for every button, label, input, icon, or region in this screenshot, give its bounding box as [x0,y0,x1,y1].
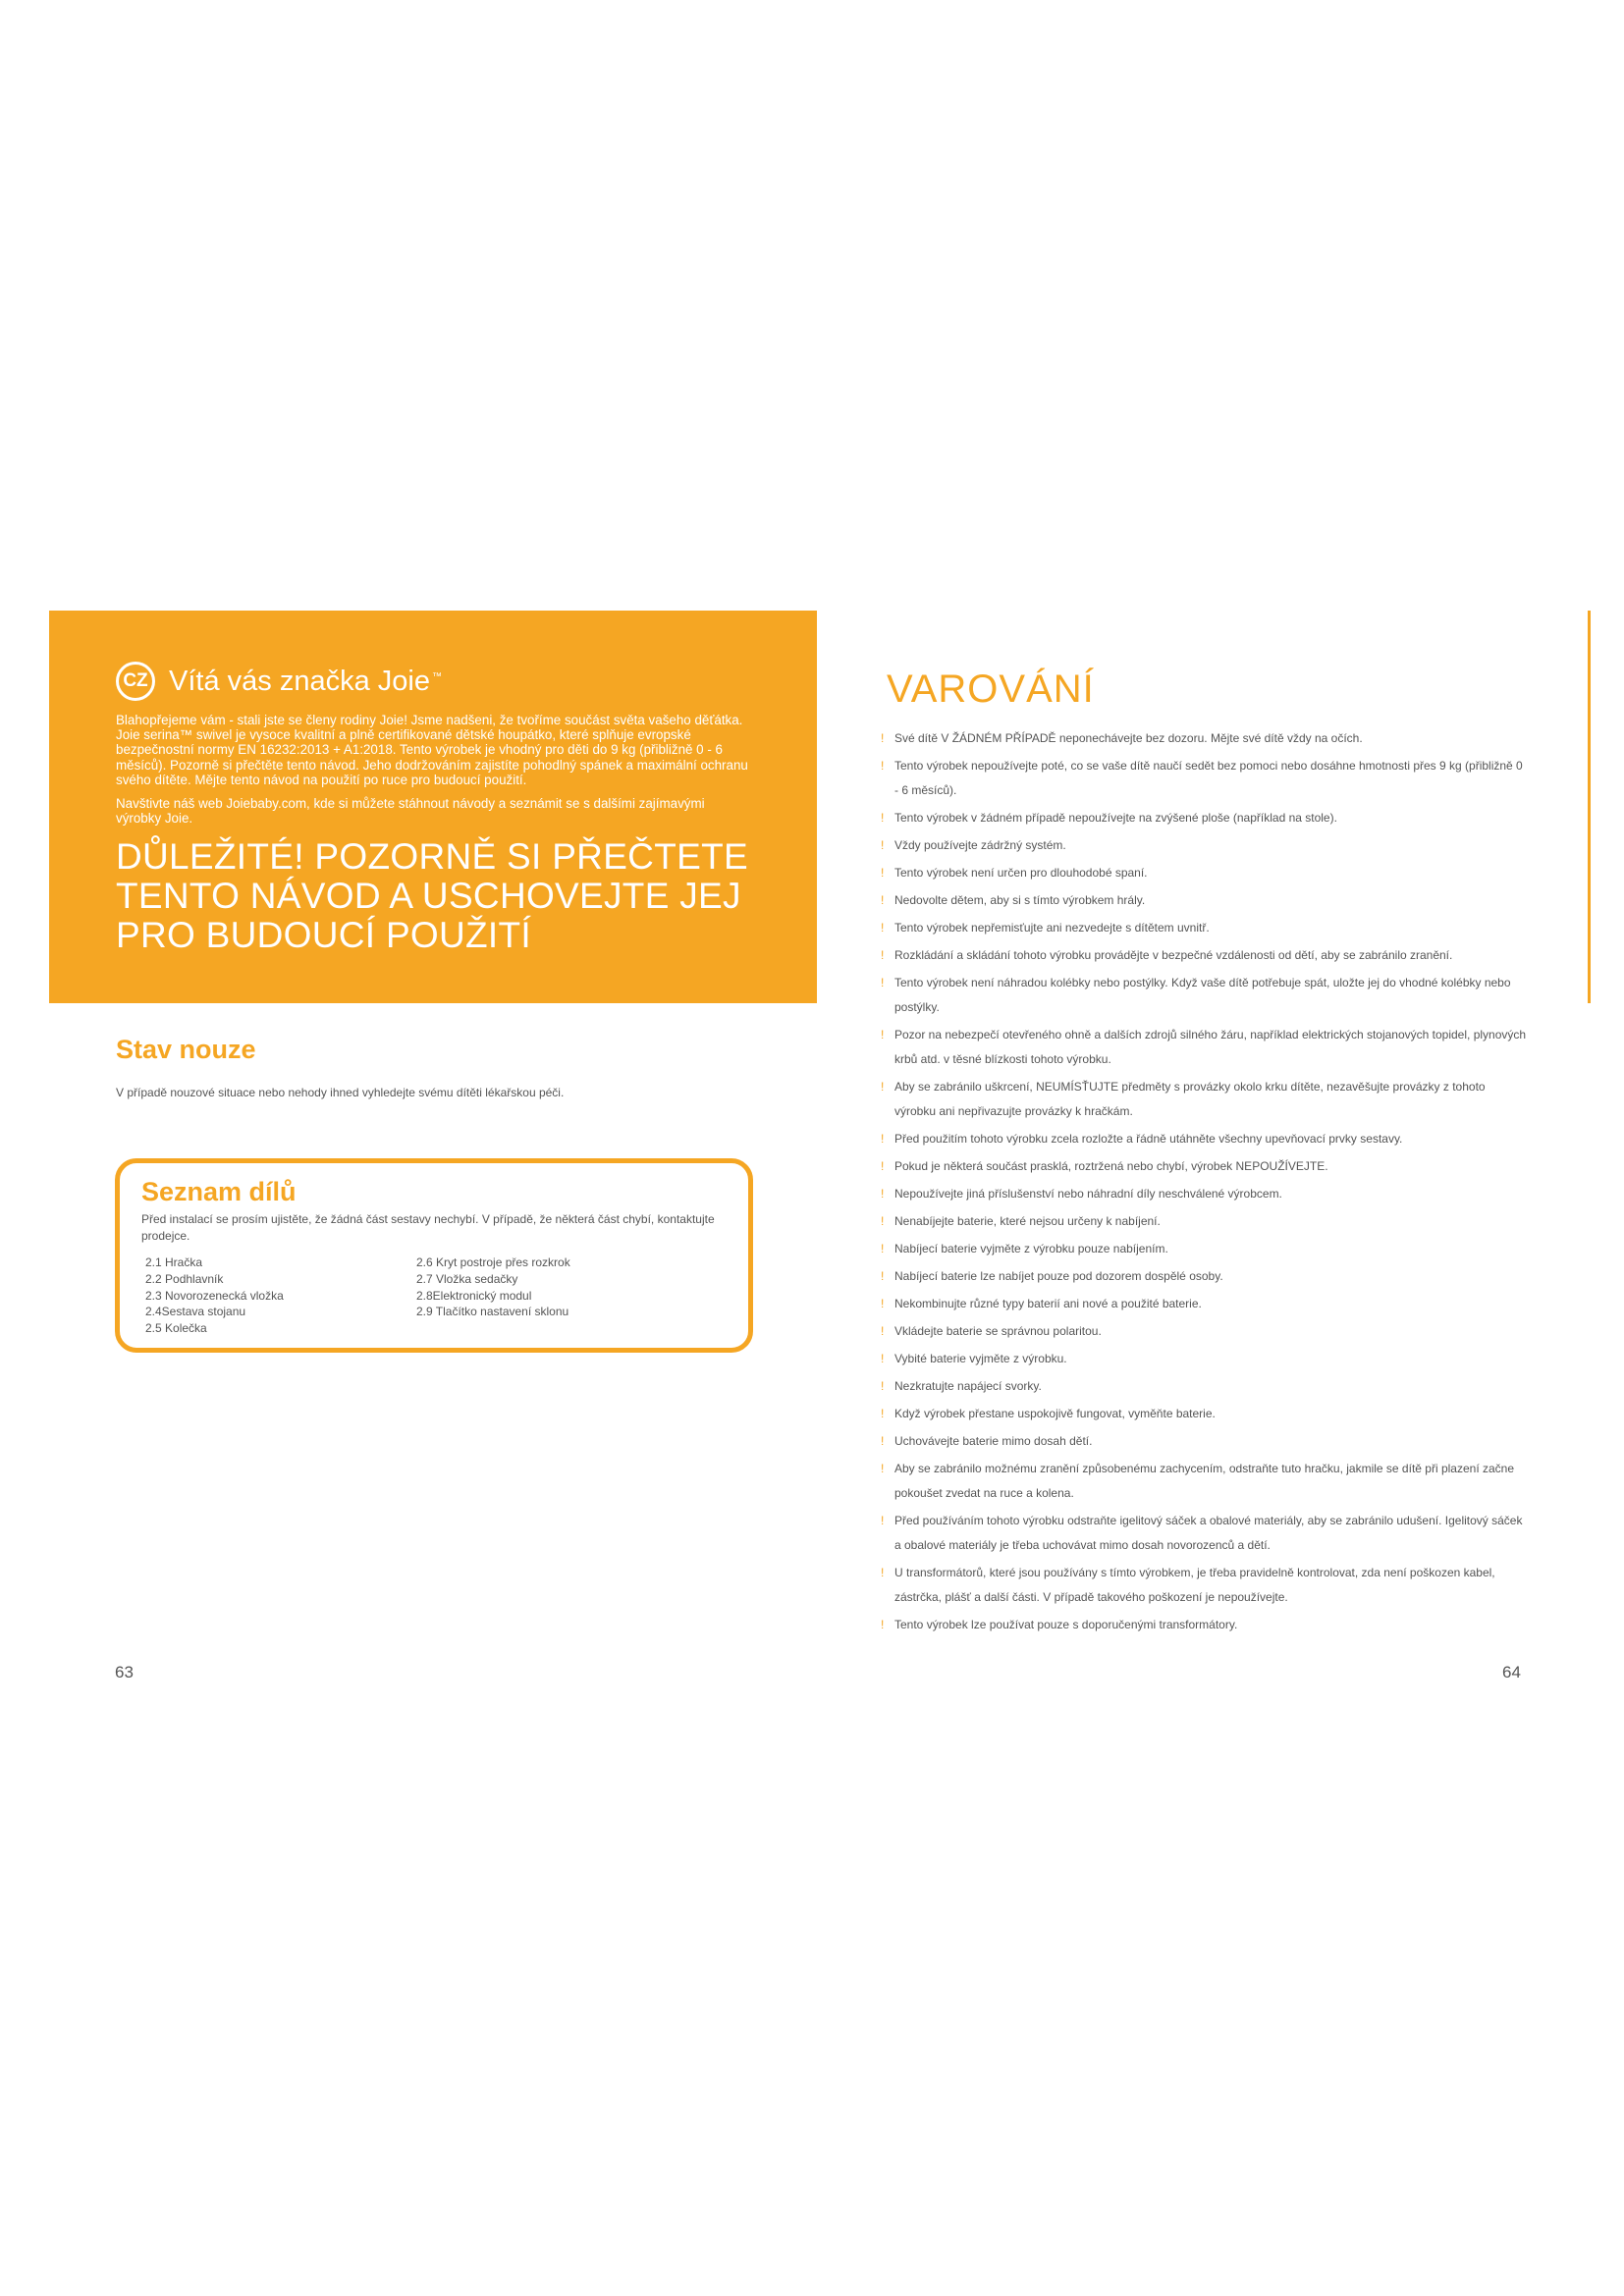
emergency-text: V případě nouzové situace nebo nehody ihned vyhledejte svému dítěti lékařskou péči. [116,1086,565,1099]
part-item: 2.1 Hračka [145,1255,203,1269]
welcome-text: Blahopřejeme vám - stali jste se členy rodiny Joie! Jsme nadšeni, že tvoříme součást světa vašeho děťátka. Joie serina™ swivel je vysoce kvalitní a plně certifikované dětské houpátko, které splňuje evropské bezpečnostní normy EN 16232:2013 + A1:2018. Tento výrobek je vhodný pro děti do 9 kg (přibližně 0 - 6 měsíců). Pozorně si přečtěte tento návod. Jeho dodržováním zajistíte pohodlný spánek a maximální ochranu svého dítěte. Mějte tento návod na použití po ruce pro budoucí použití. [116,713,748,787]
part-item: 2.2 Podhlavník [145,1271,224,1286]
warning-item [881,1209,1529,1234]
part-item: 2.9 Tlačítko nastavení sklonu [416,1305,569,1319]
warning-text: Aby se zabránilo možnému zranění způsobenému zachycením, odstraňte tuto hračku, jakmile se dítě při plazení začne pokoušet zvedat na ruce a kolena. [894,1462,1515,1500]
warning-item [881,1561,1529,1610]
warning-bullet: ! [881,976,885,989]
warning-bullet: ! [881,1187,885,1201]
warning-text: Před použitím tohoto výrobku zcela rozložte a řádně utáhněte všechny upevňovací prvky sestavy. [894,1132,1403,1146]
emergency-heading: Stav nouze [116,1035,256,1064]
warning-heading: VAROVÁNÍ [887,667,1095,711]
warning-bullet: ! [881,759,885,773]
warning-text: Nepoužívejte jiná příslušenství nebo náhradní díly neschválené výrobcem. [894,1187,1282,1201]
parts-heading: Seznam dílů [141,1177,297,1206]
warning-text: Nedovolte dětem, aby si s tímto výrobkem hrály. [894,893,1146,907]
parts-list-box [115,1158,753,1353]
warning-item [881,1374,1529,1399]
warning-text: Před používáním tohoto výrobku odstraňte igelitový sáček a obalové materiály, aby se zabránilo udušení. Igelitový sáček a obalové materiály je třeba uchovávat mimo dosah novorozenců a dětí. [894,1514,1523,1552]
warning-item [881,1402,1529,1426]
warning-text: Nabíjecí baterie lze nabíjet pouze pod dozorem dospělé osoby. [894,1269,1223,1283]
page-number-right: 64 [1502,1663,1521,1682]
warning-text: Nekombinujte různé typy baterií ani nové a použité baterie. [894,1297,1202,1310]
page-edge-bar [1588,611,1591,1003]
important-notice: DŮLEŽITÉ! POZORNĚ SI PŘEČTETE TENTO NÁVOD A USCHOVEJTE JEJ PRO BUDOUCÍ POUŽITÍ [116,836,748,956]
warning-text: Rozkládání a skládání tohoto výrobku provádějte v bezpečné vzdálenosti od dětí, aby se zabránilo zranění. [894,948,1453,962]
visit-text: Navštivte náš web Joiebaby.com, kde si můžete stáhnout návody a seznámit se s dalšími zajímavými výrobky Joie. [116,796,705,827]
warning-item [881,971,1529,1020]
warning-item [881,1127,1529,1151]
warning-bullet: ! [881,1269,885,1283]
warning-text: Pozor na nebezpečí otevřeného ohně a dalších zdrojů silného žáru, například elektrických stojanových topidel, plynových krbů atd. v těsné blízkosti tohoto výrobku. [894,1028,1527,1066]
warning-item [881,1264,1529,1289]
warning-bullet: ! [881,1132,885,1146]
warning-item [881,1509,1529,1558]
part-item: 2.3 Novorozenecká vložka [145,1288,284,1303]
warning-item [881,1613,1529,1637]
warning-item [881,916,1529,940]
warning-bullet: ! [881,1297,885,1310]
warning-item [881,726,1529,751]
warning-bullet: ! [881,1566,885,1579]
warning-bullet: ! [881,1514,885,1527]
warning-bullet: ! [881,1159,885,1173]
warning-item [881,1457,1529,1506]
warning-bullet: ! [881,948,885,962]
warning-bullet: ! [881,1618,885,1631]
warning-bullet: ! [881,1352,885,1365]
parts-grid [145,1255,727,1337]
warning-text: Pokud je některá součást prasklá, roztržená nebo chybí, výrobek NEPOUŽÍVEJTE. [894,1159,1328,1173]
warning-bullet: ! [881,1080,885,1094]
welcome-title: Vítá vás značka Joie ™ [169,665,442,697]
warning-item [881,1292,1529,1316]
warning-item [881,1154,1529,1179]
warning-text: Tento výrobek v žádném případě nepoužívejte na zvýšené ploše (například na stole). [894,811,1337,825]
warning-bullet: ! [881,811,885,825]
warning-text: Uchovávejte baterie mimo dosah dětí. [894,1434,1093,1448]
warning-text: Tento výrobek lze používat pouze s doporučenými transformátory. [894,1618,1238,1631]
warning-text: Tento výrobek nepoužívejte poté, co se vaše dítě naučí sedět bez pomoci nebo dosáhne hmotnosti přes 9 kg (přibližně 0 - 6 měsíců). [894,759,1523,797]
warning-text: Aby se zabránilo uškrcení, NEUMÍSŤUJTE předměty s provázky okolo krku dítěte, nezavěšujte provázky z tohoto výrobku ani nepřivazujte provázky k hračkám. [894,1080,1486,1118]
warning-item [881,861,1529,885]
warning-item [881,888,1529,913]
warning-item [881,1075,1529,1124]
warning-text: U transformátorů, které jsou používány s tímto výrobkem, je třeba pravidelně kontrolovat, zda není poškozen kabel, zástrčka, plášť a další části. V případě takového poškození je nepoužívejte. [894,1566,1495,1604]
warning-bullet: ! [881,1214,885,1228]
warning-text: Tento výrobek není určen pro dlouhodobé spaní. [894,866,1148,880]
language-badge: CZ [116,662,155,701]
warning-text: Nenabíjejte baterie, které nejsou určeny k nabíjení. [894,1214,1161,1228]
warning-bullet: ! [881,1462,885,1475]
warning-item [881,943,1529,968]
warning-item [881,1237,1529,1261]
warning-bullet: ! [881,1407,885,1420]
intro-panel [49,611,817,1003]
part-item: 2.8Elektronický modul [416,1288,532,1303]
warning-item [881,1023,1529,1072]
warning-text: Nabíjecí baterie vyjměte z výrobku pouze nabíjením. [894,1242,1168,1255]
part-item: 2.6 Kryt postroje přes rozkrok [416,1255,570,1269]
parts-intro: Před instalací se prosím ujistěte, že žádná část sestavy nechybí. V případě, že některá část chybí, kontaktujte prodejce. [141,1212,715,1243]
warning-text: Když výrobek přestane uspokojivě fungovat, vyměňte baterie. [894,1407,1216,1420]
warning-item [881,1347,1529,1371]
warning-text: Nezkratujte napájecí svorky. [894,1379,1042,1393]
trademark-mark: ™ [431,670,442,682]
warning-item [881,1429,1529,1454]
warning-item [881,806,1529,830]
warning-text: Tento výrobek není náhradou kolébky nebo postýlky. Když vaše dítě potřebuje spát, uložte jej do vhodné kolébky nebo postýlky. [894,976,1511,1014]
warning-bullet: ! [881,1028,885,1041]
warning-bullet: ! [881,893,885,907]
warnings-list [881,726,1529,1640]
part-item: 2.4Sestava stojanu [145,1305,246,1319]
warning-bullet: ! [881,1324,885,1338]
page-number-left: 63 [115,1663,134,1682]
warning-item [881,1182,1529,1206]
warning-text: Tento výrobek nepřemisťujte ani nezvedejte s dítětem uvnitř. [894,921,1210,934]
warning-text: Vkládejte baterie se správnou polaritou. [894,1324,1102,1338]
warning-text: Své dítě V ŽÁDNÉM PŘÍPADĚ neponechávejte bez dozoru. Mějte své dítě vždy na očích. [894,731,1363,745]
warning-bullet: ! [881,731,885,745]
warning-text: Vybité baterie vyjměte z výrobku. [894,1352,1067,1365]
warning-item [881,1319,1529,1344]
part-item: 2.5 Kolečka [145,1321,207,1336]
welcome-header [116,662,748,701]
part-item: 2.7 Vložka sedačky [416,1271,518,1286]
warning-bullet: ! [881,866,885,880]
warning-bullet: ! [881,1434,885,1448]
warning-item [881,754,1529,803]
warning-item [881,833,1529,858]
warning-text: Vždy používejte zádržný systém. [894,838,1066,852]
part-item [416,1320,672,1337]
warning-bullet: ! [881,921,885,934]
warning-bullet: ! [881,1379,885,1393]
warning-bullet: ! [881,1242,885,1255]
warning-bullet: ! [881,838,885,852]
